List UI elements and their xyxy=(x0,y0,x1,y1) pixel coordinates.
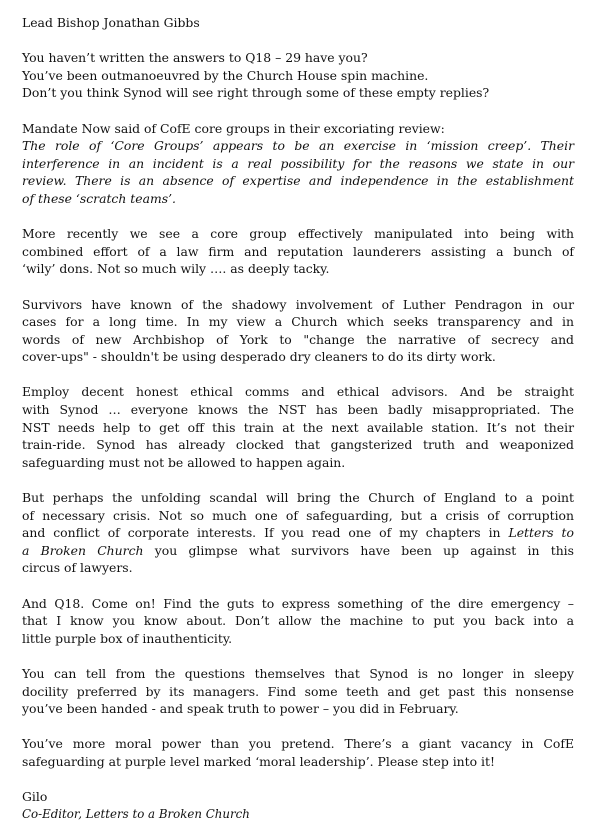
text-line: safeguarding at purple level marked ‘moral leadership’. Please step into it! xyxy=(22,753,495,769)
paragraph-crisis xyxy=(22,489,574,577)
text-line: safeguarding must not be allowed to happen again. xyxy=(22,454,346,470)
signature-block xyxy=(22,788,574,823)
quote-line: The role of ‘Core Groups’ appears to be an exercise in ‘mission creep’. Their xyxy=(22,138,574,154)
text-line xyxy=(22,524,574,542)
text-line: of necessary crisis. Not so much one of safeguarding, but a crisis of corruption xyxy=(22,507,574,523)
salutation-text: Lead Bishop Jonathan Gibbs xyxy=(22,15,200,30)
quote-line: of these ‘scratch teams’. xyxy=(22,190,176,206)
text-line: that I know you know about. Don’t allow the machine to put you back into a xyxy=(22,613,574,629)
paragraph-q18 xyxy=(22,595,574,648)
paragraph-ethical-comms xyxy=(22,383,574,471)
text-segment: you glimpse what survivors have been up against in this xyxy=(154,542,574,558)
text-line: More recently we see a core group effectively manipulated into being with xyxy=(22,226,574,242)
quote-line: review. There is an absence of expertise and independence in the establishment xyxy=(22,173,574,189)
text-line: cases for a long time. In my view a Church which seeks transparency and in xyxy=(22,314,574,330)
paragraph-luther-pendragon xyxy=(22,296,574,366)
paragraph-moral-leadership xyxy=(22,735,574,770)
text-line: docility preferred by its managers. Find some teeth and get past this nonsense xyxy=(22,683,574,699)
paragraph-synod-docility xyxy=(22,665,574,718)
text-line: circus of lawyers. xyxy=(22,560,133,576)
text-line: You can tell from the questions themselves that Synod is no longer in sleepy xyxy=(22,665,574,681)
salutation xyxy=(22,14,574,32)
text-line: little purple box of inauthenticity. xyxy=(22,630,233,646)
text-line: with Synod … everyone knows the NST has been badly misappropriated. The xyxy=(22,402,574,418)
paragraph-mandate-now-quote xyxy=(22,120,574,208)
text-line: And Q18. Come on! Find the guts to express something of the dire emergency – xyxy=(22,595,574,611)
text-line: words of new Archbishop of York to "change the narrative of secrecy and xyxy=(22,331,574,347)
text-line xyxy=(22,542,574,560)
book-title-part: a Broken Church xyxy=(22,542,144,558)
letter-page xyxy=(22,14,574,823)
signature-name: Gilo xyxy=(22,789,48,805)
text-line: cover-ups" - shouldn't be using desperado dry cleaners to do its dirty work. xyxy=(22,349,496,365)
text-line: You haven’t written the answers to Q18 – 29 have you? xyxy=(22,50,368,66)
quote-intro: Mandate Now said of CofE core groups in their excoriating review: xyxy=(22,120,445,136)
paragraph-opening-questions xyxy=(22,49,574,102)
text-line: ‘wily’ dons. Not so much wily …. as deeply tacky. xyxy=(22,261,330,277)
text-line: Don’t you think Synod will see right through some of these empty replies? xyxy=(22,85,490,101)
text-line: train-ride. Synod has already clocked that gangsterized truth and weaponized xyxy=(22,437,574,453)
text-segment: and conflict of corporate interests. If you read one of my chapters in xyxy=(22,525,501,541)
paragraph-core-group xyxy=(22,225,574,278)
text-line: combined effort of a law firm and reputation launderers assisting a bunch of xyxy=(22,243,574,259)
signature-title: Co-Editor, Letters to a Broken Church xyxy=(22,806,250,821)
quote-line: interference in an incident is a real possibility for the reasons we state in our xyxy=(22,155,574,171)
book-title-part: Letters to xyxy=(508,525,574,541)
text-line: NST needs help to get off this train at the next available station. It’s not their xyxy=(22,419,574,435)
text-line: Survivors have known of the shadowy involvement of Luther Pendragon in our xyxy=(22,296,574,312)
text-line: You’ve been outmanoeuvred by the Church House spin machine. xyxy=(22,67,429,83)
text-line: you’ve been handed - and speak truth to power – you did in February. xyxy=(22,701,459,717)
text-line: You’ve more moral power than you pretend. There’s a giant vacancy in CofE xyxy=(22,736,574,752)
text-line: But perhaps the unfolding scandal will bring the Church of England to a point xyxy=(22,490,574,506)
text-line: Employ decent honest ethical comms and ethical advisors. And be straight xyxy=(22,384,574,400)
